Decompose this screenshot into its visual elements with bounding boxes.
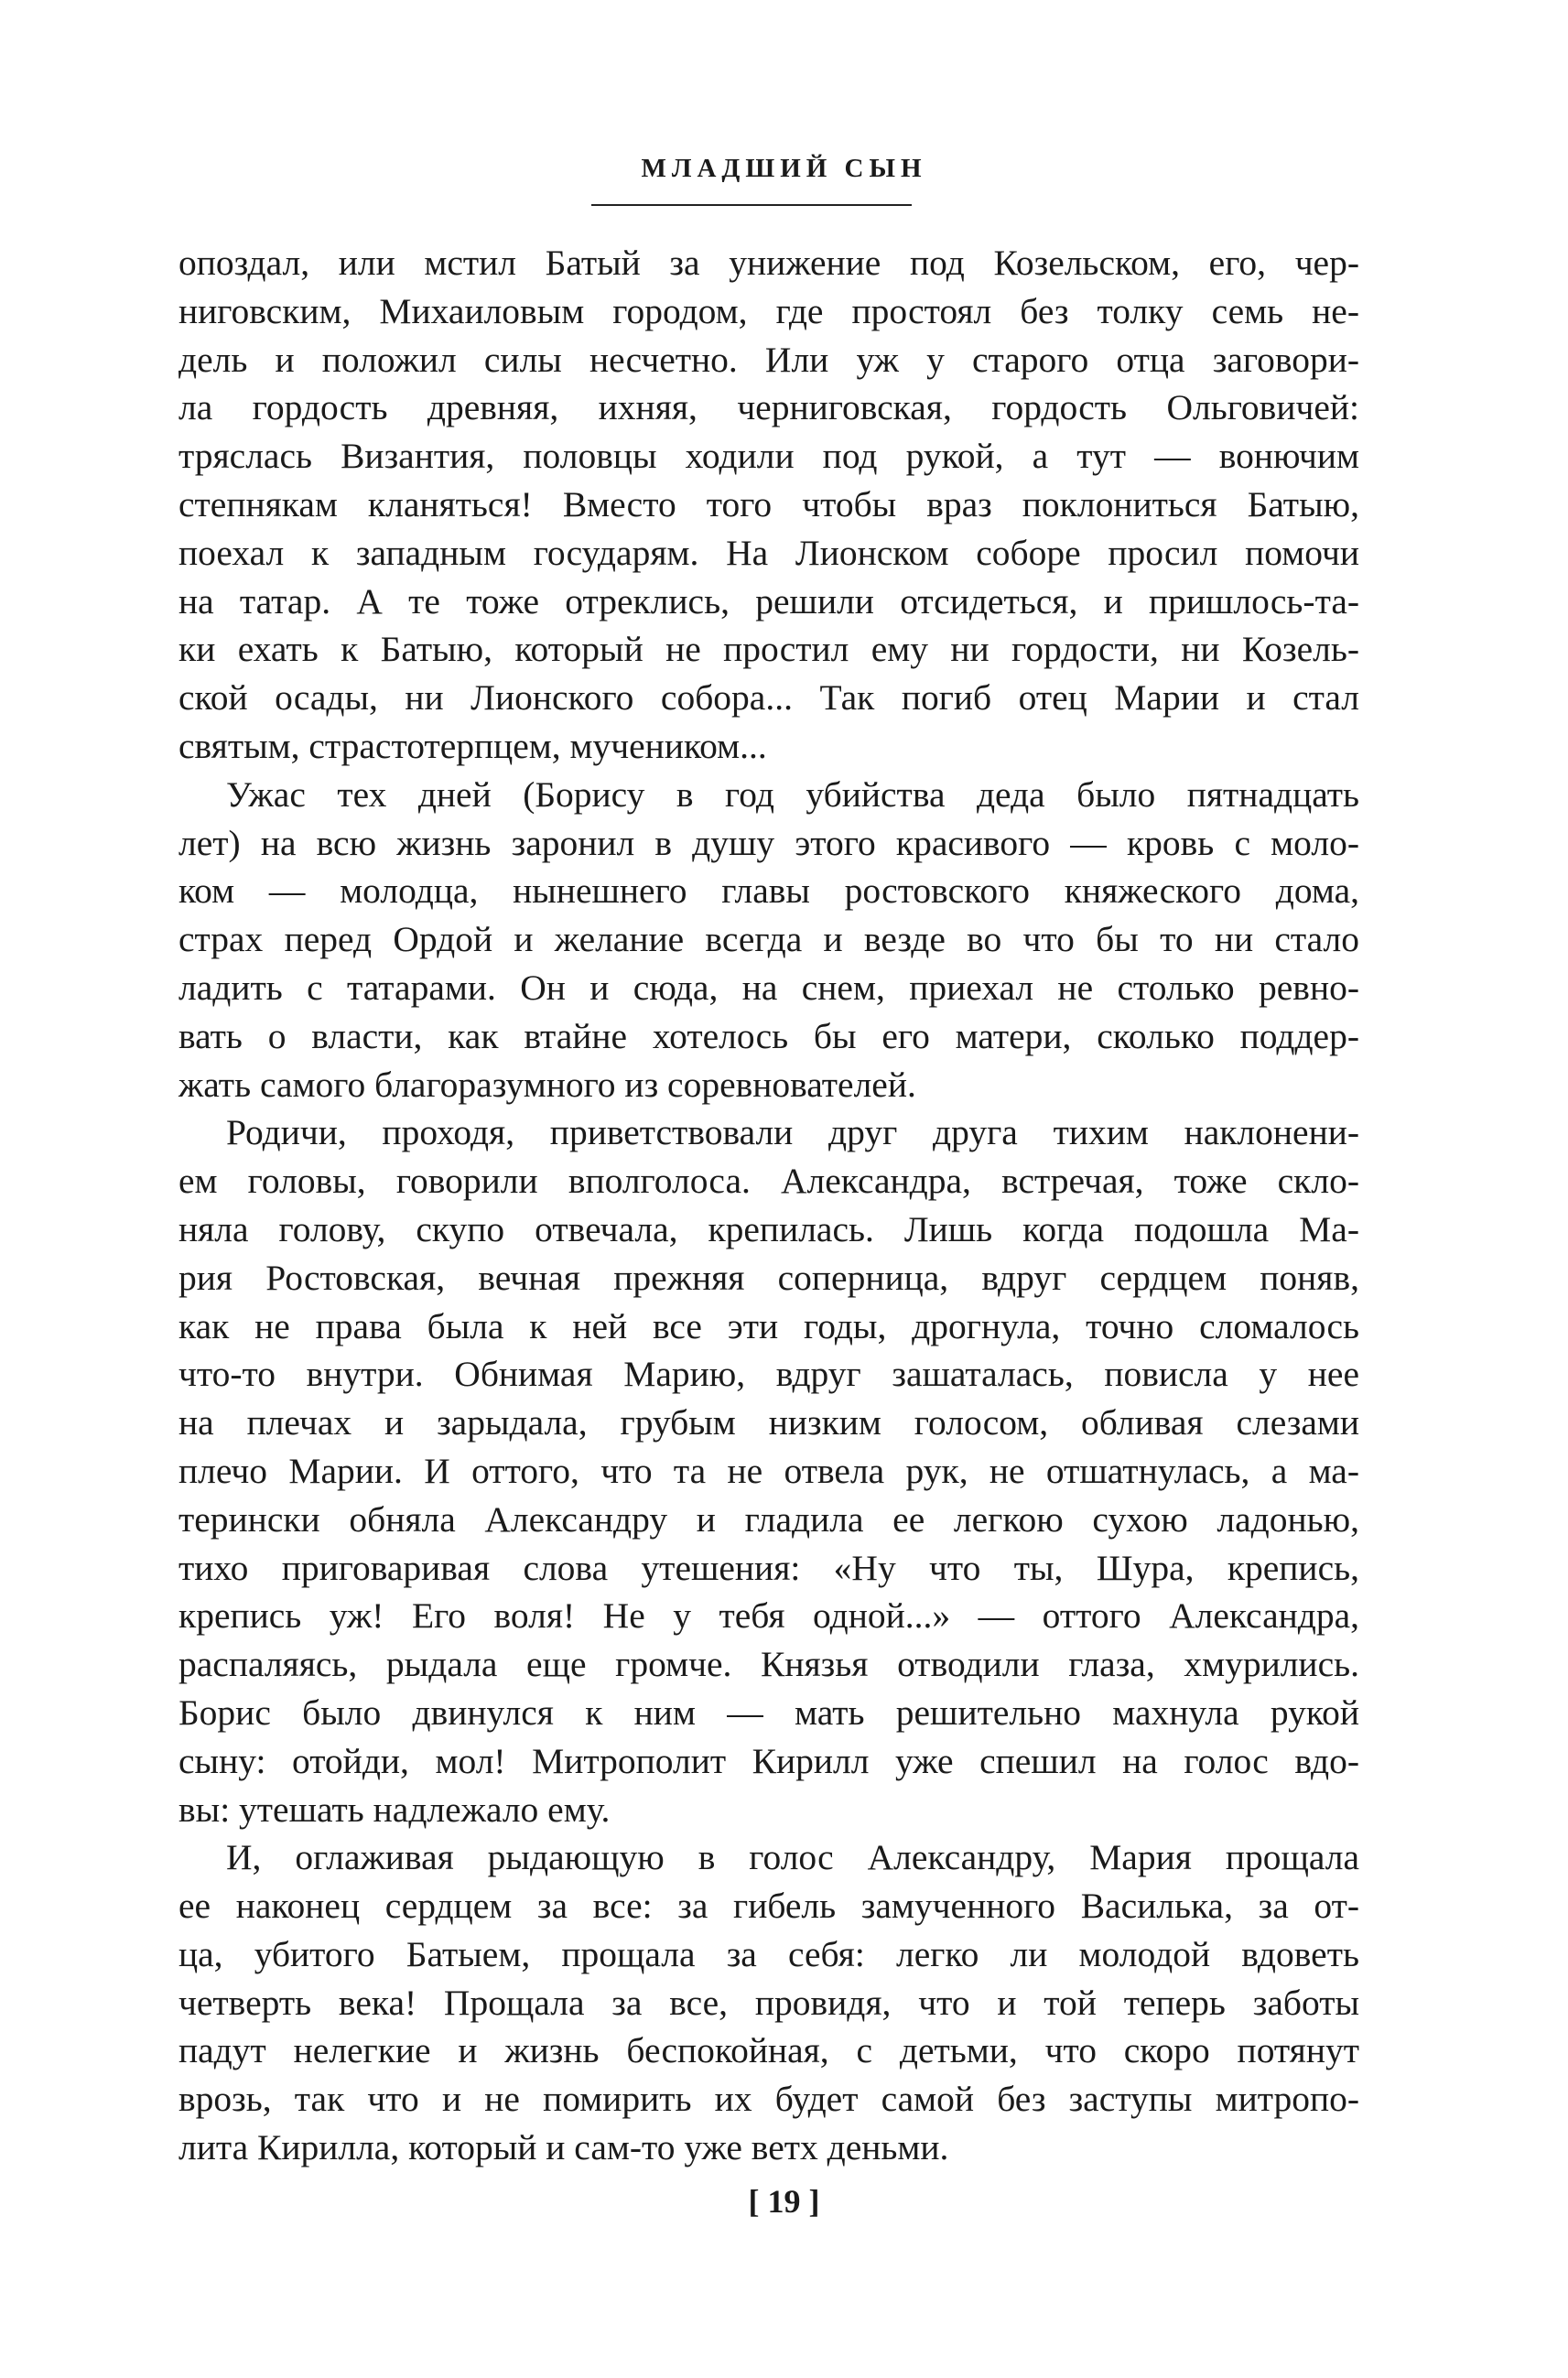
text-line: ской осады, ни Лионского собора... Так погиб отец Марии и стал (178, 677, 1359, 719)
text-line: что-то внутри. Обнимая Марию, вдруг зашаталась, повисла у нее (178, 1354, 1359, 1395)
text-line: лита Кирилла, который и сам-то уже ветх деньми. (178, 2127, 949, 2168)
text-line: падут нелегкие и жизнь беспокойная, с детьми, что скоро потянут (178, 2030, 1359, 2071)
paragraph (178, 239, 1359, 771)
text-line: опоздал, или мстил Батый за унижение под Козельском, его, чер- (178, 243, 1359, 283)
text-line: на татар. А те тоже отреклись, решили отсидеться, и пришлось-та- (178, 580, 1359, 622)
body-text (178, 239, 1359, 2172)
text-line: ца, убитого Батыем, прощала за себя: легко ли молодой вдоветь (178, 1933, 1359, 1974)
text-line: на плечах и зарыдала, грубым низким голосом, обливая слезами (178, 1402, 1359, 1443)
text-line: ем головы, говорили вполголоса. Александра, встречая, тоже скло- (178, 1161, 1359, 1202)
text-line: ладить с татарами. Он и сюда, на снем, приехал не столько ревно- (178, 967, 1359, 1008)
running-head-rule (591, 204, 912, 206)
text-line: няла голову, скупо отвечала, крепилась. Лишь когда подошла Ма- (178, 1208, 1359, 1249)
text-line: лет) на всю жизнь заронил в душу этого красивого — кровь с моло- (178, 822, 1359, 863)
text-line: Родичи, проходя, приветствовали друг друга тихим наклонени- (226, 1112, 1359, 1153)
text-line: ее наконец сердцем за все: за гибель замученного Василька, за от- (178, 1886, 1359, 1927)
text-line: вать о власти, как втайне хотелось бы его матери, сколько поддер- (178, 1015, 1359, 1056)
text-line: вы: утешать надлежало ему. (178, 1789, 611, 1830)
text-line: ниговским, Михаиловым городом, где простоял без толку семь не- (178, 290, 1359, 331)
text-line: И, оглаживая рыдающую в голос Александру, Мария прощала (226, 1837, 1359, 1878)
text-line: врозь, так что и не помирить их будет самой без заступы митропо- (178, 2079, 1359, 2120)
text-line: рия Ростовская, вечная прежняя соперница, вдруг сердцем поняв, (178, 1257, 1359, 1298)
text-line: Ужас тех дней (Борису в год убийства деда было пятнадцать (226, 773, 1359, 815)
text-line: плечо Марии. И оттого, что та не отвела рук, не отшатнулась, а ма- (178, 1450, 1359, 1491)
text-line: святым, страстотерпцем, мучеником... (178, 725, 767, 766)
text-line: тряслась Византия, половцы ходили под рукой, а тут — вонючим (178, 436, 1359, 477)
text-line: жать самого благоразумного из соревнователей. (178, 1064, 916, 1105)
text-line: тихо приговаривая слова утешения: «Ну что ты, Шура, крепись, (178, 1547, 1359, 1588)
text-line: четверть века! Прощала за все, провидя, что и той теперь заботы (178, 1982, 1359, 2023)
text-line: дель и положил силы несчетно. Или уж у старого отца заговори- (178, 339, 1359, 380)
text-line: ки ехать к Батыю, который не простил ему ни гордости, ни Козель- (178, 629, 1359, 670)
text-line: страх перед Ордой и желание всегда и везде во что бы то ни стало (178, 919, 1359, 960)
text-line: степнякам кланяться! Вместо того чтобы враз поклониться Батыю, (178, 483, 1359, 524)
page-number: [ 19 ] (748, 2183, 820, 2220)
paragraph (178, 1108, 1359, 1833)
text-line: поехал к западным государям. На Лионском соборе просил помочи (178, 532, 1359, 573)
text-line: крепись уж! Его воля! Не у тебя одной...» — оттого Александра, (178, 1595, 1359, 1637)
paragraph (178, 1833, 1359, 2172)
text-line: распаляясь, рыдала еще громче. Князья отводили глаза, хмурились. (178, 1644, 1359, 1685)
text-line: как не права была к ней все эти годы, дрогнула, точно сломалось (178, 1305, 1359, 1346)
text-line: сыну: отойди, мол! Митрополит Кирилл уже спешил на голос вдо- (178, 1740, 1359, 1781)
paragraph (178, 771, 1359, 1109)
text-line: Борис было двинулся к ним — мать решительно махнула рукой (178, 1692, 1359, 1733)
running-head: МЛАДШИЙ СЫН (641, 154, 927, 183)
text-line: терински обняла Александру и гладила ее легкою сухою ладонью, (178, 1498, 1359, 1540)
text-line: ла гордость древняя, ихняя, черниговская, гордость Ольговичей: (178, 387, 1359, 428)
text-line: ком — молодца, нынешнего главы ростовского княжеского дома, (178, 870, 1359, 912)
